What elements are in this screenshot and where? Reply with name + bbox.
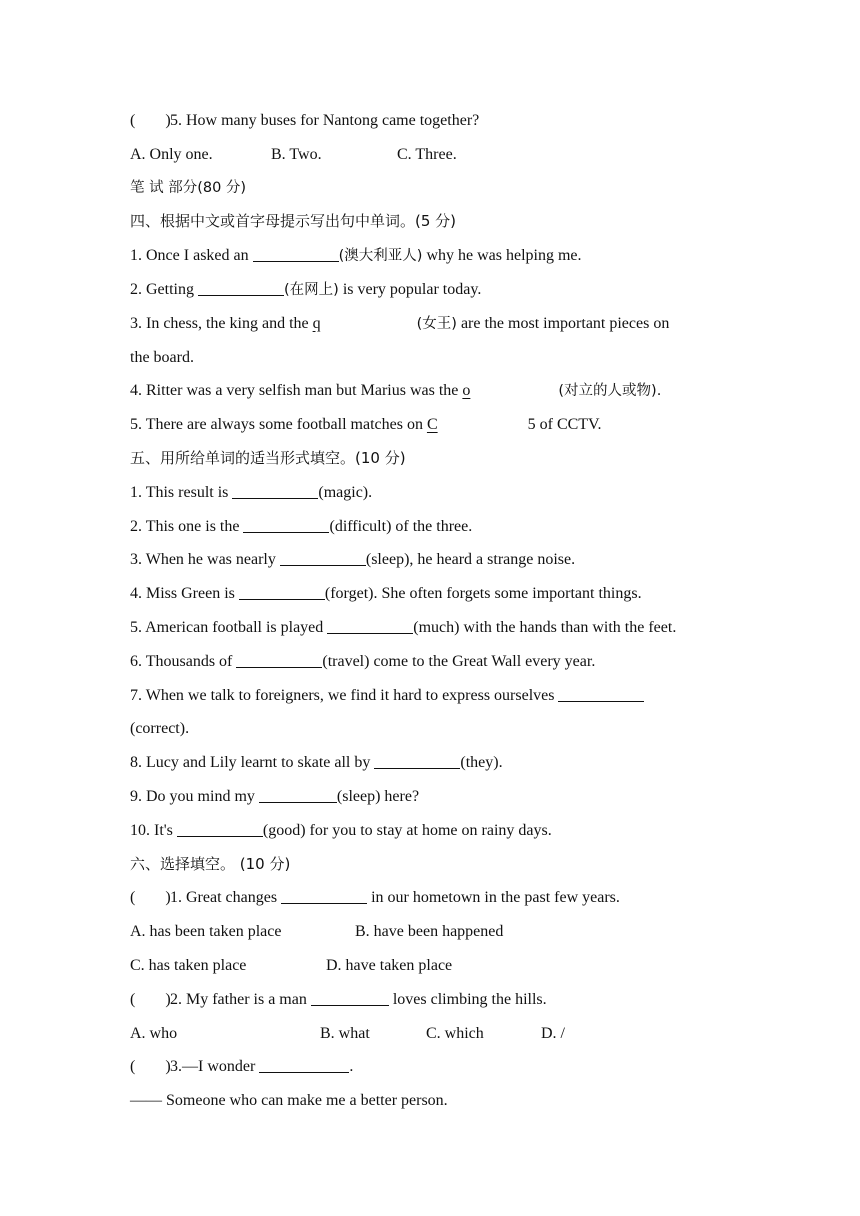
letter-hint: C bbox=[426, 416, 438, 434]
s4-item-1: 1. Once I asked an (澳大利亚人) why he was helping me. bbox=[130, 247, 582, 265]
section6-title: 六、选择填空。 (10 分) bbox=[130, 854, 291, 873]
answer-blank[interactable] bbox=[239, 583, 325, 600]
answer-blank[interactable] bbox=[259, 1056, 349, 1073]
option-c: C. has taken place bbox=[130, 956, 247, 974]
s6-question-1: ( )1. Great changes in our hometown in the past few years. bbox=[130, 881, 830, 915]
s5-item-5: 5. American football is played (much) with the hands than with the feet. bbox=[130, 618, 677, 636]
answer-blank[interactable] bbox=[232, 482, 318, 499]
answer-paren[interactable]: ( ) bbox=[130, 889, 171, 907]
answer-blank[interactable] bbox=[327, 617, 413, 634]
s6-q3-reply: —— Someone who can make me a better person. bbox=[130, 1092, 448, 1110]
answer-paren[interactable]: ( ) bbox=[130, 990, 171, 1008]
option-a: A. has been taken place bbox=[130, 923, 282, 941]
question-text: 5. How many buses for Nantong came together? bbox=[170, 112, 480, 129]
s6-question-3: ( )3.—I wonder . bbox=[130, 1050, 830, 1084]
option-b: B. have been happened bbox=[355, 923, 504, 941]
s5-item-2: 2. This one is the (difficult) of the three. bbox=[130, 517, 473, 535]
answer-blank[interactable] bbox=[558, 685, 644, 702]
s5-item-10: 10. It's (good) for you to stay at home on rainy days. bbox=[130, 821, 552, 839]
s5-item-3: 3. When he was nearly (sleep), he heard a strange noise. bbox=[130, 551, 576, 569]
s4-item-3-cont: the board. bbox=[130, 348, 194, 366]
worksheet-page bbox=[130, 104, 830, 1118]
letter-hint: q bbox=[312, 314, 321, 332]
s6-q1-options-ab bbox=[130, 915, 830, 949]
question-line bbox=[130, 104, 830, 138]
s6-q1-options-cd bbox=[130, 949, 830, 983]
option-c: C. Three. bbox=[397, 145, 457, 163]
answer-blank[interactable] bbox=[253, 245, 339, 262]
s4-item-5: 5. There are always some football matches on C 5 of CCTV. bbox=[130, 416, 602, 434]
section4-title: 四、根据中文或首字母提示写出句中单词。(5 分) bbox=[130, 212, 457, 231]
option-d: D. / bbox=[541, 1024, 565, 1042]
s5-item-7-cont: (correct). bbox=[130, 720, 190, 738]
option-c: C. which bbox=[426, 1024, 484, 1042]
option-b: B. Two. bbox=[271, 145, 322, 163]
option-a: A. who bbox=[130, 1024, 178, 1042]
option-a: A. Only one. bbox=[130, 145, 213, 163]
answer-blank[interactable] bbox=[311, 989, 389, 1006]
s5-item-6: 6. Thousands of (travel) come to the Great Wall every year. bbox=[130, 652, 596, 670]
answer-paren[interactable]: ( ) bbox=[130, 1058, 171, 1076]
answer-blank[interactable] bbox=[243, 516, 329, 533]
s4-item-3: 3. In chess, the king and the q (女王) are the most important pieces on bbox=[130, 314, 670, 332]
answer-blank[interactable] bbox=[198, 279, 284, 296]
s5-item-8: 8. Lucy and Lily learnt to skate all by (they). bbox=[130, 754, 503, 772]
s4-item-4: 4. Ritter was a very selfish man but Marius was the o (对立的人或物). bbox=[130, 382, 662, 400]
answer-blank[interactable] bbox=[374, 752, 460, 769]
s6-q2-options bbox=[130, 1017, 830, 1051]
letter-hint: o bbox=[462, 382, 471, 400]
s5-item-4: 4. Miss Green is (forget). She often forgets some important things. bbox=[130, 585, 642, 603]
answer-paren[interactable]: ( ) bbox=[130, 112, 171, 129]
answer-blank[interactable] bbox=[236, 651, 322, 668]
s6-question-2: ( )2. My father is a man loves climbing the hills. bbox=[130, 983, 830, 1017]
answer-blank[interactable] bbox=[280, 549, 366, 566]
s5-item-7: 7. When we talk to foreigners, we find it hard to express ourselves bbox=[130, 679, 830, 713]
s5-item-9: 9. Do you mind my (sleep) here? bbox=[130, 787, 420, 805]
answer-blank[interactable] bbox=[259, 786, 337, 803]
section5-title: 五、用所给单词的适当形式填空。(10 分) bbox=[130, 448, 406, 467]
options-line bbox=[130, 138, 830, 172]
option-d: D. have taken place bbox=[326, 956, 453, 974]
answer-blank[interactable] bbox=[281, 887, 367, 904]
s5-item-1: 1. This result is (magic). bbox=[130, 483, 373, 501]
answer-blank[interactable] bbox=[177, 820, 263, 837]
option-b: B. what bbox=[320, 1024, 370, 1042]
written-part-heading: 笔 试 部分(80 分) bbox=[130, 179, 247, 196]
s4-item-2: 2. Getting (在网上) is very popular today. bbox=[130, 280, 482, 298]
